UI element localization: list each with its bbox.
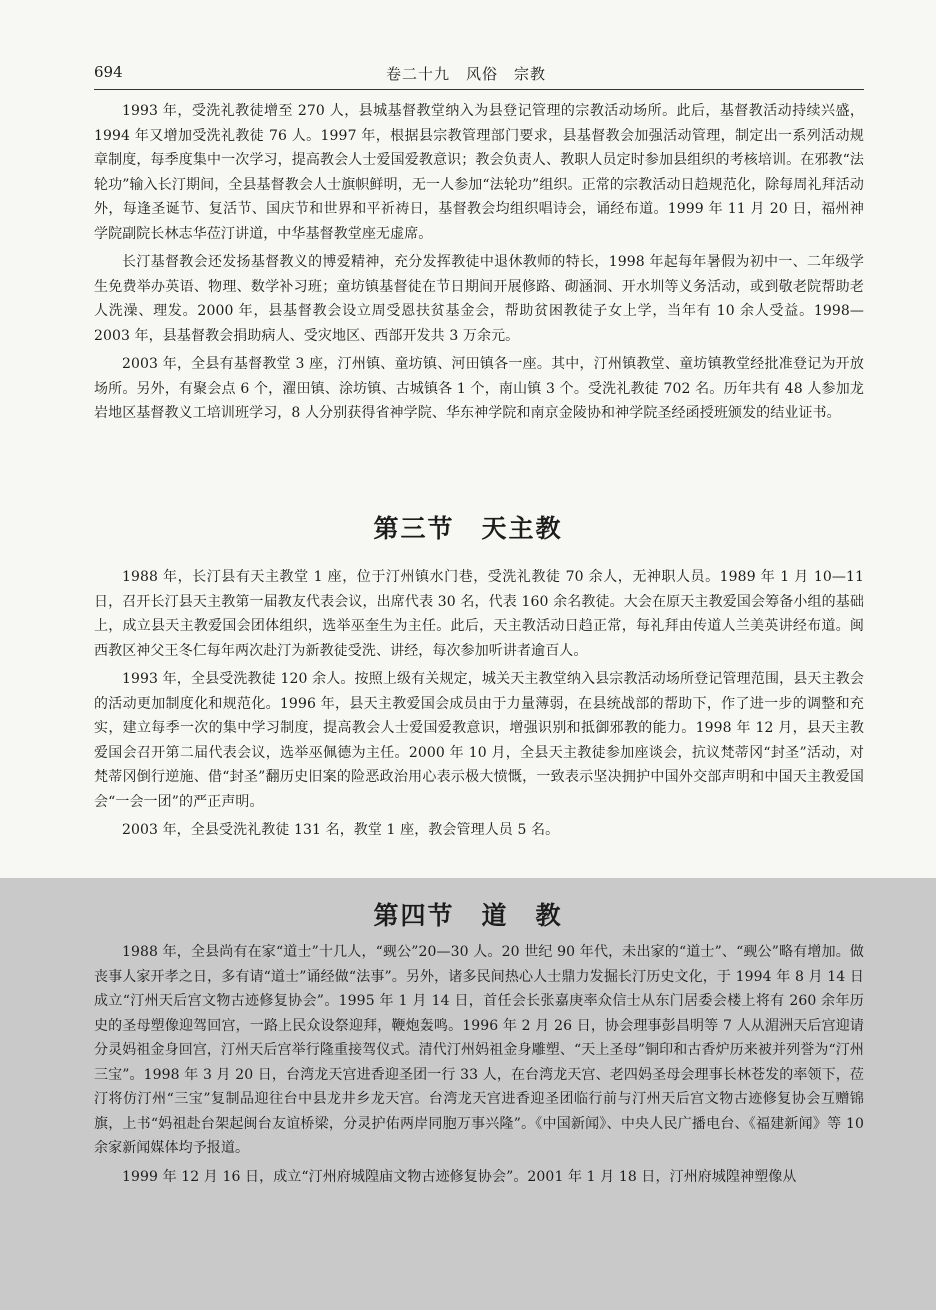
body-paragraph: 2003 年，全县有基督教堂 3 座，汀州镇、童坊镇、河田镇各一座。其中，汀州镇教堂、童坊镇教堂经批准登记为开放场所。另外，有聚会点 6 个，濯田镇、涂坊镇、古城镇各 1 个，南山镇 3 个。受洗礼教徒 702 名。历年共有 48 人参加龙岩地区基督教义工培训班学习，8 人分别获得省神学院、华东神学院和南京金陵协和神学院圣经函授班颁发的结业证书。 — [94, 356, 864, 421]
body-paragraph: 1993 年，受洗礼教徒增至 270 人，县城基督教堂纳入为县登记管理的宗教活动场所。此后，基督教活动持续兴盛，1994 年又增加受洗礼教徒 76 人。1997 年，根据县宗教管理部门要求，县基督教会加强活动管理，制定出一系列活动规章制度，每季度集中一次学习，提高教会人士爱国爱教意识；教会负责人、教职人员定时参加县组织的考核培训。在邪教“法轮功”输入长汀期间，全县基督教会人士旗帜鲜明，无一人参加“法轮功”组织。正常的宗教活动日趋规范化，除每周礼拜活动外，每逢圣诞节、复活节、国庆节和世界和平祈祷日，基督教会均组织唱诗会，诵经布道。1999 年 11 月 20 日，福州神学院副院长林志华莅汀讲道，中华基督教堂座无虚席。 — [94, 103, 864, 242]
catholicism-text — [94, 565, 864, 843]
section-title-catholicism: 第三节 天主教 — [373, 514, 563, 543]
body-paragraph: 2003 年，全县受洗礼教徒 131 名，教堂 1 座，教会管理人员 5 名。 — [122, 822, 560, 838]
body-paragraph: 1993 年，全县受洗教徒 120 余人。按照上级有关规定，城关天主教堂纳入县宗教活动场所登记管理范围，县天主教会的活动更加制度化和规范化。1996 年，县天主教爱国会成员由于力量薄弱，在县统战部的帮助下，作了进一步的调整和充实，建立每季一次的集中学习制度，提高教会人士爱国爱教意识，增强识别和抵御邪教的能力。1998 年 12 月，县天主教爱国会召开第二届代表会议，选举巫佩德为主任。2000 年 10 月，全县天主教徒参加座谈会，抗议梵蒂冈“封圣”活动，对梵蒂冈倒行逆施、借“封圣”翻历史旧案的险恶政治用心表示极大愤慨，一致表示坚决拥护中国外交部声明和中国天主教爱国会“一会一团”的严正声明。 — [94, 671, 864, 810]
body-paragraph: 1988 年，长汀县有天主教堂 1 座，位于汀州镇水门巷，受洗礼教徒 70 余人，无神职人员。1989 年 1 月 10—11 日，召开长汀县天主教第一届教友代表会议，出席代表 30 名，代表 160 余名教徒。大会在原天主教爱国会筹备小组的基础上，成立县天主教爱国会团体组织，选举巫奎生为主任。此后，天主教活动日趋正常，每礼拜由传道人兰美英讲经布道。闽西教区神父王冬仁每年两次赴汀为新教徒受洗、讲经，每次参加听讲者逾百人。 — [94, 569, 864, 659]
christianity-text — [94, 99, 864, 426]
header-rule — [94, 89, 864, 90]
body-paragraph: 1999 年 12 月 16 日，成立“汀州府城隍庙文物古迹修复协会”。2001 年 1 月 18 日，汀州府城隍神塑像从 — [122, 1168, 797, 1185]
section-title-taoism: 第四节 道 教 — [373, 901, 563, 930]
taoism-text — [94, 940, 864, 1189]
body-paragraph: 长汀基督教会还发扬基督教义的博爱精神，充分发挥教徒中退休教师的特长，1998 年起每年暑假为初中一、二年级学生免费举办英语、物理、数学补习班；童坊镇基督徒在节日期间开展修路、砌涵洞、开水圳等义务活动，或到敬老院帮助老人洗澡、理发。2000 年，县基督教会设立周受恩扶贫基金会，帮助贫困教徒子女上学，当年有 10 余人受益。1998—2003 年，县基督教会捐助病人、受灾地区、西部开发共 3 万余元。 — [94, 254, 864, 344]
page-header — [94, 63, 864, 85]
body-paragraph: 1988 年，全县尚有在家“道士”十几人，“觋公”20—30 人。20 世纪 90 年代，未出家的“道士”、“觋公”略有增加。做丧事人家开孝之日，多有请“道士”诵经做“法事”。另外，诸多民间热心人士鼎力发掘长汀历史文化，于 1994 年 8 月 14 日成立“汀州天后宫文物古迹修复协会”。1995 年 1 月 14 日，首任会长张嘉庚率众信士从东门居委会楼上将有 260 余年历史的圣母塑像迎驾回宫，一路上民众设祭迎拜，鞭炮轰鸣。1996 年 2 月 26 日，协会理事彭昌明等 7 人从湄洲天后宫迎请分灵妈祖金身回宫，汀州天后宫举行隆重接驾仪式。清代汀州妈祖金身雕塑、“天上圣母”铜印和古香炉历来被并列誉为“汀州三宝”。1998 年 3 月 20 日，台湾龙天宫进香迎圣团一行 33 人，在台湾龙天宫、老四妈圣母会理事长林苍发的率领下，莅汀将仿汀州“三宝”复制品迎往台中县龙井乡龙天宫。台湾龙天宫进香迎圣团临行前与汀州天后宫文物古迹修复协会互赠锦旗，上书“妈祖赴台架起闽台友谊桥梁，分灵护佑两岸同胞万事兴隆”。《中国新闻》、中央人民广播电台、《福建新闻》等 10 余家新闻媒体均予报道。 — [94, 944, 864, 1156]
running-head: 卷二十九 风俗 宗教 — [386, 65, 547, 83]
page-number: 694 — [94, 63, 123, 81]
